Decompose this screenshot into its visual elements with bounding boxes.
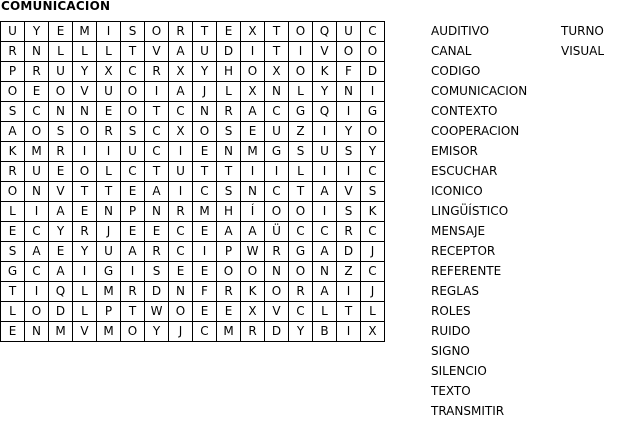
grid-cell[interactable]: A <box>241 102 265 122</box>
grid-cell[interactable]: A <box>313 242 337 262</box>
grid-cell[interactable]: O <box>361 42 385 62</box>
grid-cell[interactable]: R <box>337 222 361 242</box>
grid-cell[interactable]: M <box>241 142 265 162</box>
grid-cell[interactable]: N <box>337 82 361 102</box>
grid-cell[interactable]: S <box>145 262 169 282</box>
grid-cell[interactable]: O <box>49 82 73 102</box>
grid-cell[interactable]: Y <box>25 22 49 42</box>
grid-cell[interactable]: O <box>217 262 241 282</box>
grid-cell[interactable]: R <box>217 282 241 302</box>
grid-row <box>1 82 385 102</box>
grid-cell[interactable]: N <box>169 282 193 302</box>
grid-row <box>1 222 385 242</box>
grid-cell[interactable]: I <box>313 122 337 142</box>
grid-cell[interactable]: I <box>361 82 385 102</box>
grid-cell[interactable]: C <box>289 302 313 322</box>
grid-cell[interactable]: C <box>313 222 337 242</box>
grid-cell[interactable]: Y <box>73 242 97 262</box>
grid-cell[interactable]: O <box>241 62 265 82</box>
grid-cell[interactable]: X <box>97 62 121 82</box>
grid-row <box>1 22 385 42</box>
word-list-item: REFERENTE <box>431 264 502 278</box>
word-list-item: CONTEXTO <box>431 104 498 118</box>
grid-cell[interactable]: R <box>169 22 193 42</box>
grid-cell[interactable]: A <box>217 222 241 242</box>
grid-cell[interactable]: Y <box>337 122 361 142</box>
grid-cell[interactable]: C <box>169 102 193 122</box>
grid-cell[interactable]: E <box>1 322 25 342</box>
word-list-item: SIGNO <box>431 344 470 358</box>
grid-cell[interactable]: L <box>313 302 337 322</box>
grid-cell[interactable]: O <box>337 42 361 62</box>
grid-cell[interactable]: F <box>337 62 361 82</box>
grid-cell[interactable]: R <box>1 42 25 62</box>
grid-cell[interactable]: O <box>73 162 97 182</box>
grid-cell[interactable]: S <box>289 142 313 162</box>
grid-cell[interactable]: K <box>361 202 385 222</box>
grid-cell[interactable]: M <box>97 322 121 342</box>
grid-cell[interactable]: E <box>145 222 169 242</box>
grid-cell[interactable]: T <box>1 282 25 302</box>
grid-cell[interactable]: E <box>25 82 49 102</box>
grid-cell[interactable]: M <box>49 322 73 342</box>
word-list-item: TURNO <box>561 24 604 38</box>
grid-cell[interactable]: C <box>361 162 385 182</box>
grid-cell[interactable]: S <box>1 242 25 262</box>
grid-cell[interactable]: U <box>97 82 121 102</box>
grid-cell[interactable]: E <box>49 242 73 262</box>
grid-cell[interactable]: N <box>265 82 289 102</box>
word-list-item: RECEPTOR <box>431 244 496 258</box>
grid-cell[interactable]: S <box>361 182 385 202</box>
grid-cell[interactable]: I <box>289 42 313 62</box>
grid-cell[interactable]: W <box>241 242 265 262</box>
grid-cell[interactable]: V <box>337 182 361 202</box>
grid-cell[interactable]: R <box>217 102 241 122</box>
grid-cell[interactable]: N <box>265 262 289 282</box>
grid-cell[interactable]: Y <box>145 322 169 342</box>
grid-cell[interactable]: O <box>1 82 25 102</box>
grid-cell[interactable]: P <box>121 202 145 222</box>
grid-cell[interactable]: X <box>361 322 385 342</box>
grid-cell[interactable]: I <box>337 102 361 122</box>
word-list-item: MENSAJE <box>431 224 486 238</box>
grid-cell[interactable]: D <box>337 242 361 262</box>
grid-cell[interactable]: S <box>217 122 241 142</box>
word-list-item: CODIGO <box>431 64 481 78</box>
grid-cell[interactable]: A <box>169 42 193 62</box>
grid-cell[interactable]: G <box>1 262 25 282</box>
grid-cell[interactable]: J <box>169 322 193 342</box>
grid-cell[interactable]: D <box>361 62 385 82</box>
grid-cell[interactable]: U <box>313 142 337 162</box>
grid-cell[interactable]: J <box>361 242 385 262</box>
grid-cell[interactable]: C <box>25 102 49 122</box>
grid-cell[interactable]: E <box>121 182 145 202</box>
grid-cell[interactable]: K <box>241 282 265 302</box>
word-list-item: AUDITIVO <box>431 24 490 38</box>
grid-cell[interactable]: T <box>337 302 361 322</box>
grid-cell[interactable]: V <box>313 42 337 62</box>
grid-cell[interactable]: L <box>73 282 97 302</box>
grid-cell[interactable]: T <box>265 22 289 42</box>
grid-cell[interactable]: O <box>1 182 25 202</box>
grid-row <box>1 142 385 162</box>
grid-cell[interactable]: O <box>265 282 289 302</box>
word-list-item: RUIDO <box>431 324 471 338</box>
grid-cell[interactable]: M <box>97 282 121 302</box>
grid-cell[interactable]: E <box>121 222 145 242</box>
grid-row <box>1 302 385 322</box>
word-list-column-2 <box>561 22 604 62</box>
grid-cell[interactable]: C <box>265 102 289 122</box>
grid-cell[interactable]: N <box>241 182 265 202</box>
grid-cell[interactable]: T <box>289 182 313 202</box>
grid-cell[interactable]: E <box>193 222 217 242</box>
grid-cell[interactable]: C <box>121 62 145 82</box>
grid-cell[interactable]: Y <box>73 62 97 82</box>
grid-cell[interactable]: M <box>73 22 97 42</box>
grid-row <box>1 122 385 142</box>
grid-cell[interactable]: M <box>217 322 241 342</box>
grid-cell[interactable]: U <box>97 242 121 262</box>
grid-cell[interactable]: X <box>169 122 193 142</box>
grid-cell[interactable]: R <box>49 142 73 162</box>
grid-cell[interactable]: N <box>25 42 49 62</box>
grid-cell[interactable]: A <box>49 202 73 222</box>
grid-cell[interactable]: O <box>265 202 289 222</box>
grid-cell[interactable]: U <box>337 22 361 42</box>
grid-cell[interactable]: I <box>193 242 217 262</box>
grid-cell[interactable]: E <box>241 122 265 142</box>
grid-cell[interactable]: O <box>193 122 217 142</box>
grid-cell[interactable]: E <box>49 22 73 42</box>
word-list-item: ESCUCHAR <box>431 164 498 178</box>
grid-cell[interactable]: E <box>73 202 97 222</box>
word-list-item: REGLAS <box>431 284 480 298</box>
grid-cell[interactable]: G <box>289 242 313 262</box>
grid-cell[interactable]: O <box>73 122 97 142</box>
grid-cell[interactable]: U <box>265 122 289 142</box>
grid-cell[interactable]: L <box>289 162 313 182</box>
grid-cell[interactable]: N <box>49 102 73 122</box>
grid-cell[interactable]: T <box>145 102 169 122</box>
grid-row <box>1 62 385 82</box>
grid-cell[interactable]: T <box>145 162 169 182</box>
grid-cell[interactable]: I <box>73 142 97 162</box>
grid-cell[interactable]: A <box>121 242 145 262</box>
grid-cell[interactable]: S <box>121 22 145 42</box>
grid-cell[interactable]: O <box>121 102 145 122</box>
grid-cell[interactable]: S <box>1 102 25 122</box>
grid-cell[interactable]: I <box>265 162 289 182</box>
grid-row <box>1 322 385 342</box>
grid-cell[interactable]: X <box>241 82 265 102</box>
grid-cell[interactable]: X <box>169 62 193 82</box>
word-list-item: EMISOR <box>431 144 478 158</box>
grid-cell[interactable]: N <box>97 202 121 222</box>
grid-cell[interactable]: O <box>169 302 193 322</box>
grid-cell[interactable]: N <box>145 202 169 222</box>
grid-cell[interactable]: Y <box>49 222 73 242</box>
grid-cell[interactable]: O <box>241 262 265 282</box>
grid-cell[interactable]: N <box>313 262 337 282</box>
grid-cell[interactable]: A <box>313 282 337 302</box>
grid-cell[interactable]: U <box>169 162 193 182</box>
grid-cell[interactable]: O <box>145 22 169 42</box>
grid-cell[interactable]: T <box>217 162 241 182</box>
grid-cell[interactable]: T <box>265 42 289 62</box>
grid-cell[interactable]: G <box>97 262 121 282</box>
grid-cell[interactable]: C <box>193 322 217 342</box>
grid-cell[interactable]: S <box>337 142 361 162</box>
grid-cell[interactable]: L <box>1 302 25 322</box>
grid-cell[interactable]: I <box>145 82 169 102</box>
grid-cell[interactable]: E <box>97 102 121 122</box>
word-list-item: COOPERACION <box>431 124 520 138</box>
grid-cell[interactable]: V <box>73 82 97 102</box>
word-list-item: LINGÜÍSTICO <box>431 204 509 218</box>
grid-cell[interactable]: C <box>25 262 49 282</box>
grid-row <box>1 182 385 202</box>
grid-cell[interactable]: E <box>1 222 25 242</box>
grid-cell[interactable]: S <box>337 202 361 222</box>
grid-cell[interactable]: I <box>313 162 337 182</box>
grid-cell[interactable]: I <box>337 282 361 302</box>
grid-cell[interactable]: P <box>1 62 25 82</box>
grid-cell[interactable]: L <box>361 302 385 322</box>
grid-cell[interactable]: R <box>1 162 25 182</box>
grid-cell[interactable]: L <box>289 82 313 102</box>
grid-cell[interactable]: D <box>217 42 241 62</box>
grid-row <box>1 42 385 62</box>
grid-cell[interactable]: I <box>73 262 97 282</box>
grid-cell[interactable]: R <box>145 242 169 262</box>
grid-cell[interactable]: O <box>361 122 385 142</box>
grid-cell[interactable]: G <box>289 102 313 122</box>
grid-cell[interactable]: U <box>193 42 217 62</box>
grid-cell[interactable]: K <box>1 142 25 162</box>
grid-cell[interactable]: A <box>25 242 49 262</box>
grid-cell[interactable]: V <box>49 182 73 202</box>
grid-cell[interactable]: O <box>289 62 313 82</box>
grid-cell[interactable]: E <box>217 302 241 322</box>
grid-cell[interactable]: A <box>145 182 169 202</box>
grid-cell[interactable]: E <box>169 262 193 282</box>
grid-cell[interactable]: N <box>25 322 49 342</box>
grid-cell[interactable]: L <box>217 82 241 102</box>
grid-cell[interactable]: Q <box>49 282 73 302</box>
grid-cell[interactable]: C <box>265 182 289 202</box>
grid-cell[interactable]: R <box>265 242 289 262</box>
grid-cell[interactable]: I <box>241 162 265 182</box>
grid-row <box>1 202 385 222</box>
grid-row <box>1 262 385 282</box>
grid-cell[interactable]: R <box>97 122 121 142</box>
grid-cell[interactable]: Ü <box>265 222 289 242</box>
grid-cell[interactable]: S <box>217 182 241 202</box>
grid-cell[interactable]: X <box>241 302 265 322</box>
grid-cell[interactable]: J <box>361 282 385 302</box>
grid-cell[interactable]: A <box>49 262 73 282</box>
grid-cell[interactable]: I <box>241 42 265 62</box>
word-list-column-1 <box>431 22 527 422</box>
grid-cell[interactable]: I <box>97 22 121 42</box>
grid-row <box>1 282 385 302</box>
grid-cell[interactable]: I <box>313 202 337 222</box>
grid-cell[interactable]: U <box>121 142 145 162</box>
grid-row <box>1 162 385 182</box>
grid-cell[interactable]: I <box>25 282 49 302</box>
grid-cell[interactable]: C <box>289 222 313 242</box>
grid-cell[interactable]: R <box>289 282 313 302</box>
grid-cell[interactable]: D <box>265 322 289 342</box>
grid-cell[interactable]: C <box>193 182 217 202</box>
grid-cell[interactable]: L <box>73 302 97 322</box>
grid-cell[interactable]: J <box>193 82 217 102</box>
grid-cell[interactable]: I <box>97 142 121 162</box>
grid-cell[interactable]: E <box>193 262 217 282</box>
grid-cell[interactable]: T <box>193 22 217 42</box>
grid-cell[interactable]: V <box>265 302 289 322</box>
grid-cell[interactable]: O <box>289 262 313 282</box>
grid-cell[interactable]: E <box>49 162 73 182</box>
grid-cell[interactable]: A <box>241 222 265 242</box>
grid-cell[interactable]: I <box>169 182 193 202</box>
grid-cell[interactable]: S <box>121 122 145 142</box>
grid-cell[interactable]: J <box>97 222 121 242</box>
word-list-item: ROLES <box>431 304 471 318</box>
grid-cell[interactable]: C <box>169 242 193 262</box>
grid-cell[interactable]: I <box>337 322 361 342</box>
grid-cell[interactable]: R <box>25 62 49 82</box>
grid-cell[interactable]: S <box>49 122 73 142</box>
grid-cell[interactable]: Q <box>313 102 337 122</box>
grid-cell[interactable]: L <box>97 162 121 182</box>
grid-cell[interactable]: V <box>145 42 169 62</box>
grid-cell[interactable]: U <box>25 162 49 182</box>
word-list-item: SILENCIO <box>431 364 487 378</box>
grid-cell[interactable]: E <box>193 302 217 322</box>
grid-cell[interactable]: X <box>241 22 265 42</box>
grid-cell[interactable]: B <box>313 322 337 342</box>
grid-cell[interactable]: F <box>193 282 217 302</box>
grid-cell[interactable]: A <box>169 82 193 102</box>
grid-cell[interactable]: Z <box>289 122 313 142</box>
word-list-item: VISUAL <box>561 44 605 58</box>
grid-cell[interactable]: G <box>265 142 289 162</box>
grid-cell[interactable]: O <box>289 22 313 42</box>
grid-cell[interactable]: L <box>49 42 73 62</box>
grid-cell[interactable]: H <box>217 62 241 82</box>
word-list-item: TEXTO <box>431 384 471 398</box>
grid-cell[interactable]: U <box>49 62 73 82</box>
grid-row <box>1 102 385 122</box>
grid-cell[interactable]: E <box>193 142 217 162</box>
puzzle-title: COMUNICACION <box>1 0 111 13</box>
grid-cell[interactable]: C <box>145 122 169 142</box>
grid-cell[interactable]: Y <box>193 62 217 82</box>
grid-cell[interactable]: E <box>217 22 241 42</box>
grid-row <box>1 242 385 262</box>
grid-cell[interactable]: R <box>169 202 193 222</box>
grid-cell[interactable]: L <box>73 42 97 62</box>
grid-cell[interactable]: Í <box>241 202 265 222</box>
grid-cell[interactable]: N <box>193 102 217 122</box>
grid-cell[interactable]: R <box>73 222 97 242</box>
grid-cell[interactable]: C <box>361 22 385 42</box>
grid-cell[interactable]: P <box>217 242 241 262</box>
word-list-item: ICONICO <box>431 184 483 198</box>
grid-cell[interactable]: L <box>97 42 121 62</box>
grid-cell[interactable]: C <box>25 222 49 242</box>
grid-cell[interactable]: M <box>25 142 49 162</box>
grid-cell[interactable]: C <box>361 262 385 282</box>
grid-cell[interactable]: T <box>193 162 217 182</box>
grid-cell[interactable]: C <box>361 222 385 242</box>
grid-cell[interactable]: N <box>217 142 241 162</box>
grid-cell[interactable]: N <box>73 102 97 122</box>
grid-cell[interactable]: Y <box>289 322 313 342</box>
grid-cell[interactable]: O <box>289 202 313 222</box>
grid-cell[interactable]: T <box>97 182 121 202</box>
grid-cell[interactable]: Q <box>313 22 337 42</box>
grid-cell[interactable]: L <box>1 202 25 222</box>
letter-grid <box>0 21 385 342</box>
grid-cell[interactable]: X <box>265 62 289 82</box>
grid-cell[interactable]: T <box>121 42 145 62</box>
grid-cell[interactable]: M <box>193 202 217 222</box>
grid-cell[interactable]: U <box>1 22 25 42</box>
grid-cell[interactable]: I <box>25 202 49 222</box>
grid-cell[interactable]: R <box>241 322 265 342</box>
grid-cell[interactable]: O <box>25 302 49 322</box>
grid-cell[interactable]: W <box>145 302 169 322</box>
grid-cell[interactable]: Z <box>337 262 361 282</box>
word-list-item: COMUNICACION <box>431 84 528 98</box>
grid-cell[interactable]: O <box>121 82 145 102</box>
grid-cell[interactable]: R <box>121 282 145 302</box>
grid-cell[interactable]: R <box>145 62 169 82</box>
grid-cell[interactable]: T <box>73 182 97 202</box>
grid-cell[interactable]: T <box>121 302 145 322</box>
grid-cell[interactable]: A <box>1 122 25 142</box>
grid-cell[interactable]: C <box>121 162 145 182</box>
grid-cell[interactable]: C <box>145 142 169 162</box>
grid-cell[interactable]: O <box>25 122 49 142</box>
grid-cell[interactable]: I <box>121 262 145 282</box>
word-list-item: TRANSMITIR <box>431 404 505 418</box>
grid-cell[interactable]: Y <box>361 142 385 162</box>
grid-cell[interactable]: O <box>121 322 145 342</box>
grid-cell[interactable]: K <box>313 62 337 82</box>
grid-cell[interactable]: P <box>97 302 121 322</box>
grid-cell[interactable]: D <box>49 302 73 322</box>
grid-cell[interactable]: D <box>145 282 169 302</box>
grid-cell[interactable]: C <box>169 222 193 242</box>
grid-cell[interactable]: G <box>361 102 385 122</box>
grid-cell[interactable]: A <box>313 182 337 202</box>
grid-cell[interactable]: N <box>25 182 49 202</box>
grid-cell[interactable]: H <box>217 202 241 222</box>
grid-cell[interactable]: I <box>337 162 361 182</box>
grid-cell[interactable]: V <box>73 322 97 342</box>
word-list-item: CANAL <box>431 44 472 58</box>
grid-cell[interactable]: I <box>169 142 193 162</box>
grid-cell[interactable]: Y <box>313 82 337 102</box>
